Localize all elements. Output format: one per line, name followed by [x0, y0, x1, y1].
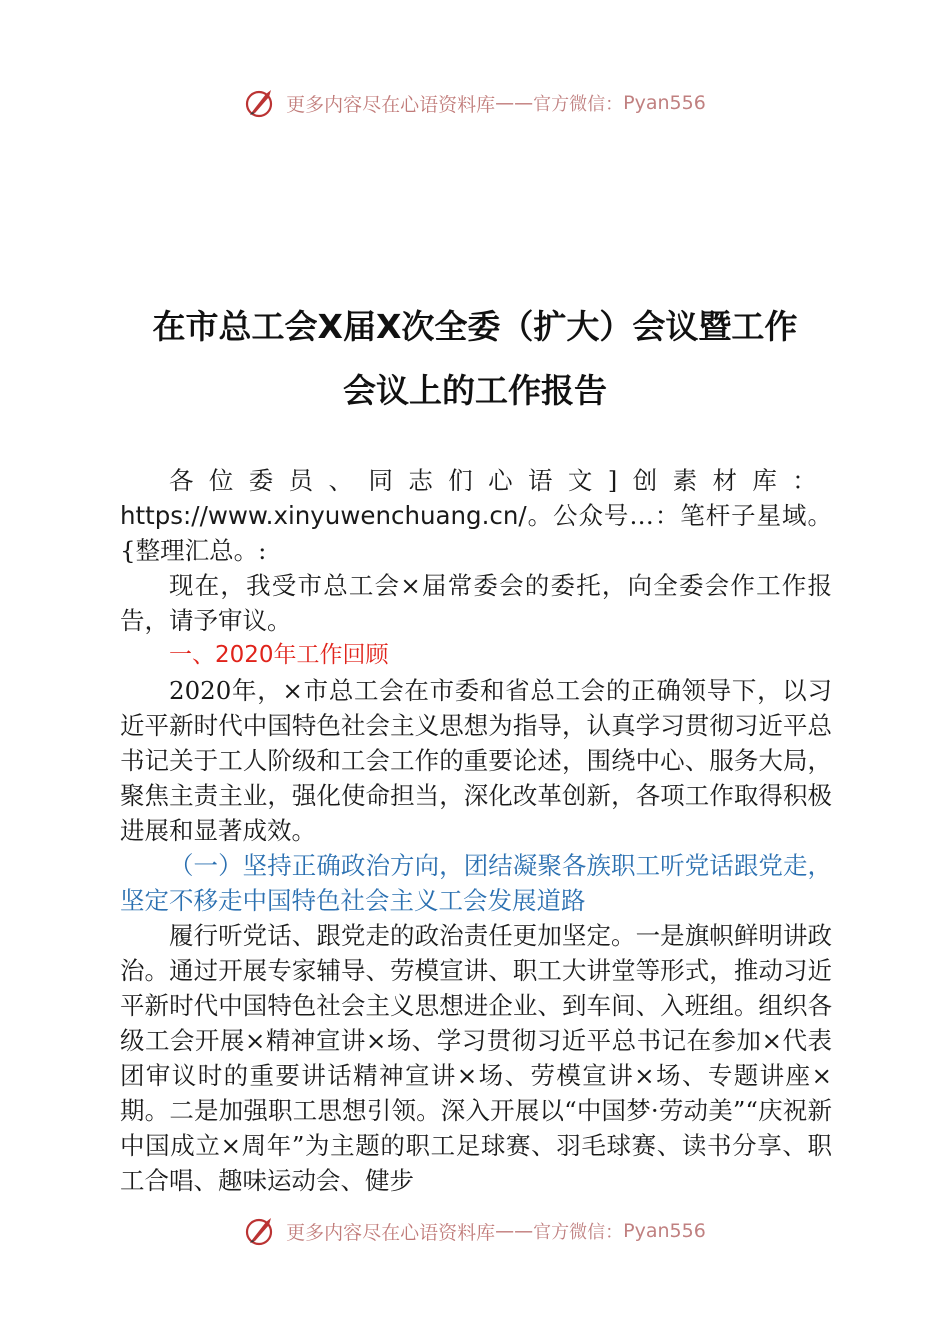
watermark-banner-top — [0, 86, 950, 120]
document-body — [120, 463, 832, 1198]
banner-text: 更多内容尽在心语资料库 — [286, 1221, 496, 1244]
document-title-line-1: 在市总工会X届X次全委（扩大）会议暨工作 — [152, 307, 798, 346]
banner-dash: —— — [495, 92, 534, 114]
document-title-line-2: 会议上的工作报告 — [343, 371, 607, 410]
salutation-url: https://www.xinyuwenchuang.cn/ — [120, 501, 527, 530]
section-1-heading: 一、2020年工作回顾 — [169, 642, 389, 668]
watermark-banner-bottom — [0, 1214, 950, 1248]
pen-nib-logo-icon — [244, 86, 278, 120]
salutation-paragraph — [120, 463, 832, 568]
subsection-1-paragraph: 履行听党话、跟党走的政治责任更加坚定。一是旗帜鲜明讲政治。通过开展专家辅导、劳模宣讲、职工大讲堂等形式，推动习近平新时代中国特色社会主义思想进企业、到车间、入班组。组织各级工会开展×精神宣讲×场、学习贯彻习近平总书记在参加×代表团审议时的重要讲话精神宣讲×场、劳模宣讲×场、专题讲座×期。二是加强职工思想引领。深入开展以“中国梦·劳动美”“庆祝新中国成立×周年”为主题的职工足球赛、羽毛球赛、读书分享、职工合唱、趣味运动会、健步 — [120, 921, 832, 1195]
subsection-1-heading: （一）坚持正确政治方向，团结凝聚各族职工听党话跟党走，坚定不移走中国特色社会主义工会发展道路 — [120, 851, 832, 915]
salutation-prefix: 各位委员、同志们心语文]创素材库： — [169, 466, 832, 495]
banner-wechat-label: 官方微信： — [533, 1222, 624, 1243]
banner-dash: —— — [495, 1220, 534, 1242]
banner-wechat-id: Pyan556 — [623, 92, 706, 114]
banner-wechat-label: 官方微信： — [533, 94, 624, 115]
intro-paragraph: 现在，我受市总工会×届常委会的委托，向全委会作工作报告，请予审议。 — [120, 571, 832, 635]
pen-nib-logo-icon — [244, 1214, 278, 1248]
banner-text: 更多内容尽在心语资料库 — [286, 93, 496, 116]
section-1-paragraph: 2020年，×市总工会在市委和省总工会的正确领导下，以习近平新时代中国特色社会主义思想为指导，认真学习贯彻习近平总书记关于工人阶级和工会工作的重要论述，围绕中心、服务大局，聚焦主责主业，强化使命担当，深化改革创新，各项工作取得积极进展和显著成效。 — [120, 676, 832, 845]
banner-wechat-id: Pyan556 — [623, 1220, 706, 1242]
salutation-suffix: 。公众号…：笔杆子星域。{整理汇总。: — [120, 501, 832, 565]
